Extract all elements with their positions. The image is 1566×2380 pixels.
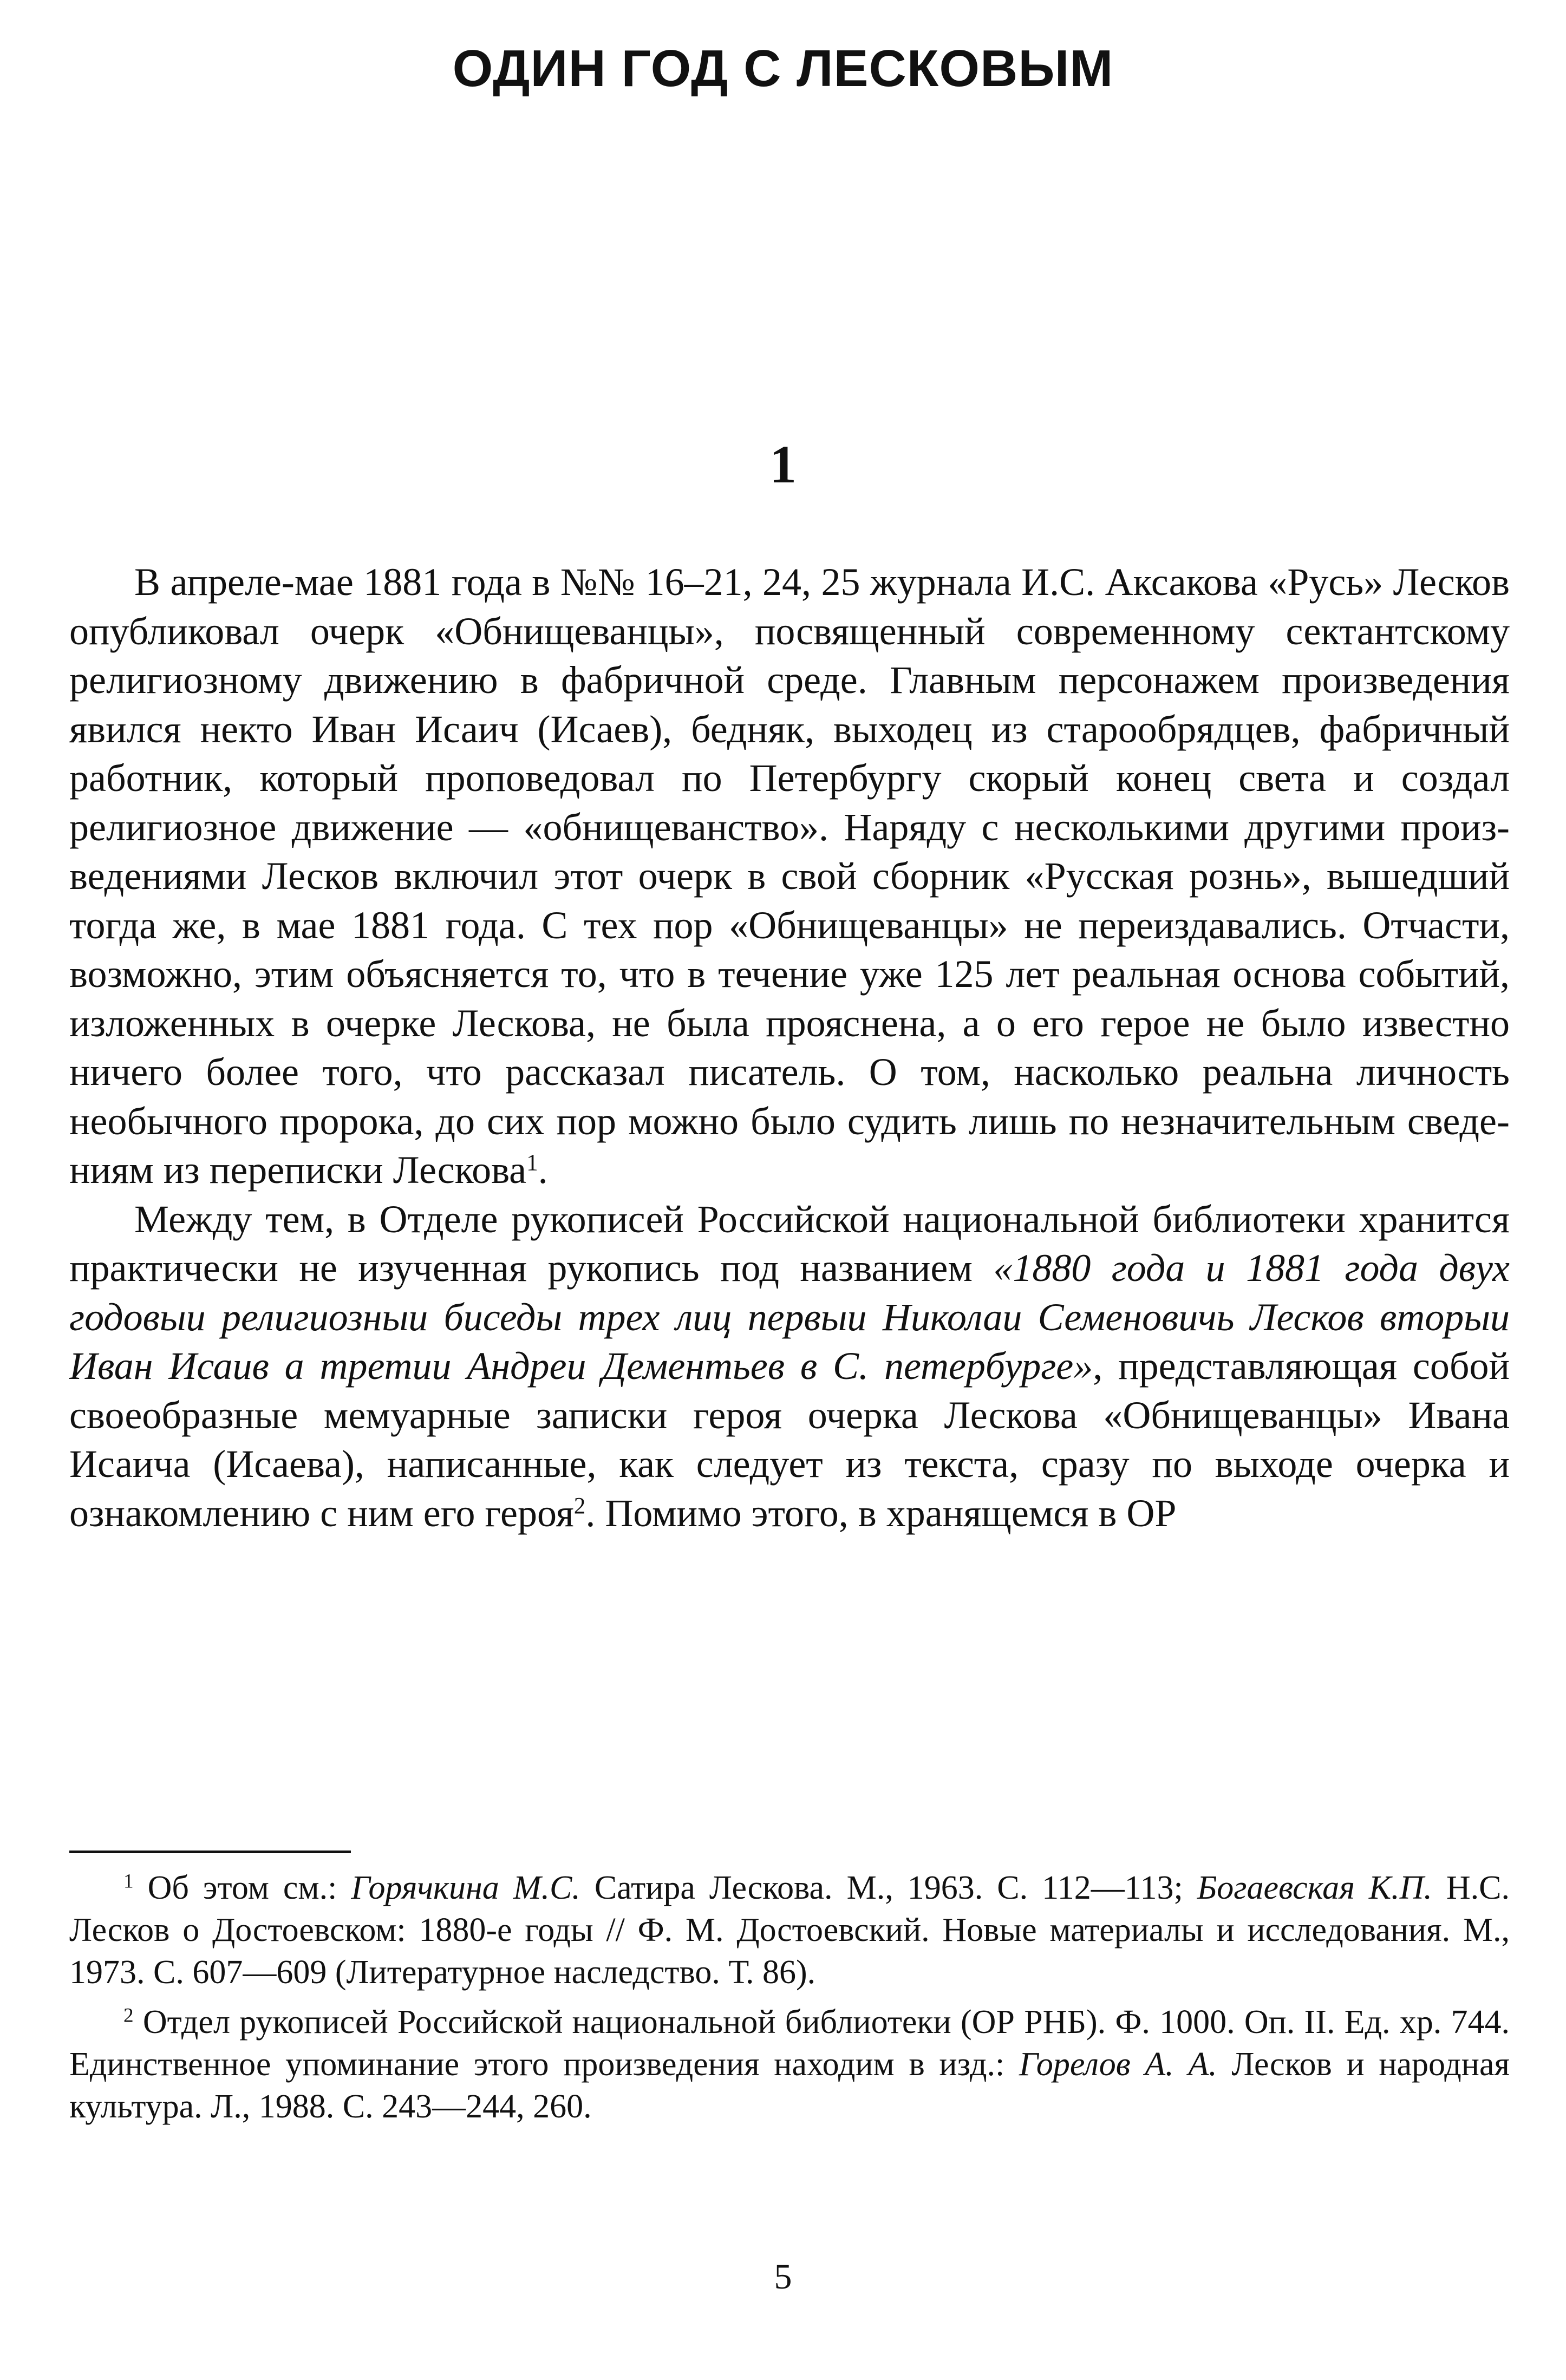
chapter-title: ОДИН ГОД С ЛЕСКОВЫМ bbox=[452, 40, 1114, 97]
section-number: 1 bbox=[769, 434, 797, 494]
paragraph-2-text-b: , представляющая собой своеобразные мемуарные записки героя очерка Лескова «Обнищеванцы» Ивана Исаича (Исаева), написанные, как следует из текста, сразу по выходе очерка и ознакомлению с ним его героя bbox=[69, 1344, 1510, 1535]
paragraph-2-text-c: . Помимо этого, в хранящемся в ОР bbox=[585, 1491, 1177, 1535]
paragraph-1 bbox=[69, 558, 1510, 1195]
footnote-1-text-a: Об этом см.: bbox=[133, 1869, 351, 1906]
footnotes bbox=[69, 1867, 1510, 2135]
paragraph-1-text: В апреле-мае 1881 года в №№ 16–21, 24, 25 журнала И.С. Аксакова «Русь» Лесков опубликовал очерк «Обнищеванцы», посвященный современному сектантскому религиозному движению в фабричной среде. Главным персонажем произведения явился некто Иван Исаич (Исаев), бедняк, выходец из старообрядцев, фабричный работник, который проповедовал по Петербургу скорый конец света и создал религиозное движение — «обнищеванство». Наряду с несколькими другими произведениями Лесков включил этот очерк в свой сборник «Русская рознь», вышедший тогда же, в мае 1881 года. С тех пор «Обнищеванцы» не переиздавались. Отчасти, возможно, этим объясняется то, что в течение уже 125 лет реальная основа событий, изложенных в очерке Лескова, не была прояснена, а о его герое не было известно ничего более того, что рассказал писатель. О том, насколько реальна личность необычного пророка, до сих пор можно было судить лишь по незначительным сведениям из переписки Лескова bbox=[69, 560, 1510, 1192]
footnote-divider bbox=[69, 1851, 351, 1853]
footnote-2-author: Горелов А. А. bbox=[1019, 2046, 1217, 2083]
footnote-2-text-a: Отдел рукописей Российской национальной библиотеки (ОР РНБ). Ф. 1000. Оп. II. Ед. хр. 744. Единственное упоминание этого произведения находим в изд.: bbox=[69, 2004, 1510, 2083]
footnote-ref-2[interactable]: 2 bbox=[573, 1493, 586, 1519]
page-number: 5 bbox=[774, 2257, 792, 2297]
manuscript-title: «1880 года и 1881 года двух годовыи религиозныи биседы трех лиц первыи Николаи Семеновичь Лесков вторыи Иван Исаив а третии Андреи Дементьев в С. петербурге» bbox=[69, 1246, 1510, 1388]
footnote-1-mark: 1 bbox=[123, 1870, 134, 1893]
footnote-1-author-2: Богаевская К.П. bbox=[1197, 1869, 1432, 1906]
footnote-1-author-1: Горячкина М.С. bbox=[351, 1869, 580, 1906]
footnote-2-mark: 2 bbox=[123, 2004, 134, 2027]
footnote-1 bbox=[69, 1867, 1510, 1993]
footnote-2 bbox=[69, 2001, 1510, 2128]
paragraph-2-text-a: Между тем, в Отделе рукописей Российской национальной библиотеки хранится практически не изученная рукопись под названием bbox=[69, 1197, 1510, 1290]
footnote-1-text-c: Н.С. Лесков о Достоевском: 1880-е годы // Ф. М. Достоевский. Новые материалы и исследования. М., 1973. С. 607—609 (Литературное наследство. Т. 86). bbox=[69, 1869, 1510, 1991]
paragraph-2 bbox=[69, 1195, 1510, 1538]
footnote-ref-1[interactable]: 1 bbox=[526, 1150, 538, 1176]
main-text bbox=[69, 558, 1510, 1538]
footnote-1-text-b: Сатира Лескова. М., 1963. С. 112—113; bbox=[580, 1869, 1197, 1906]
paragraph-1-end: . bbox=[538, 1148, 548, 1192]
footnote-2-text-b: Лесков и народная культура. Л., 1988. С. 243—244, 260. bbox=[69, 2046, 1510, 2125]
